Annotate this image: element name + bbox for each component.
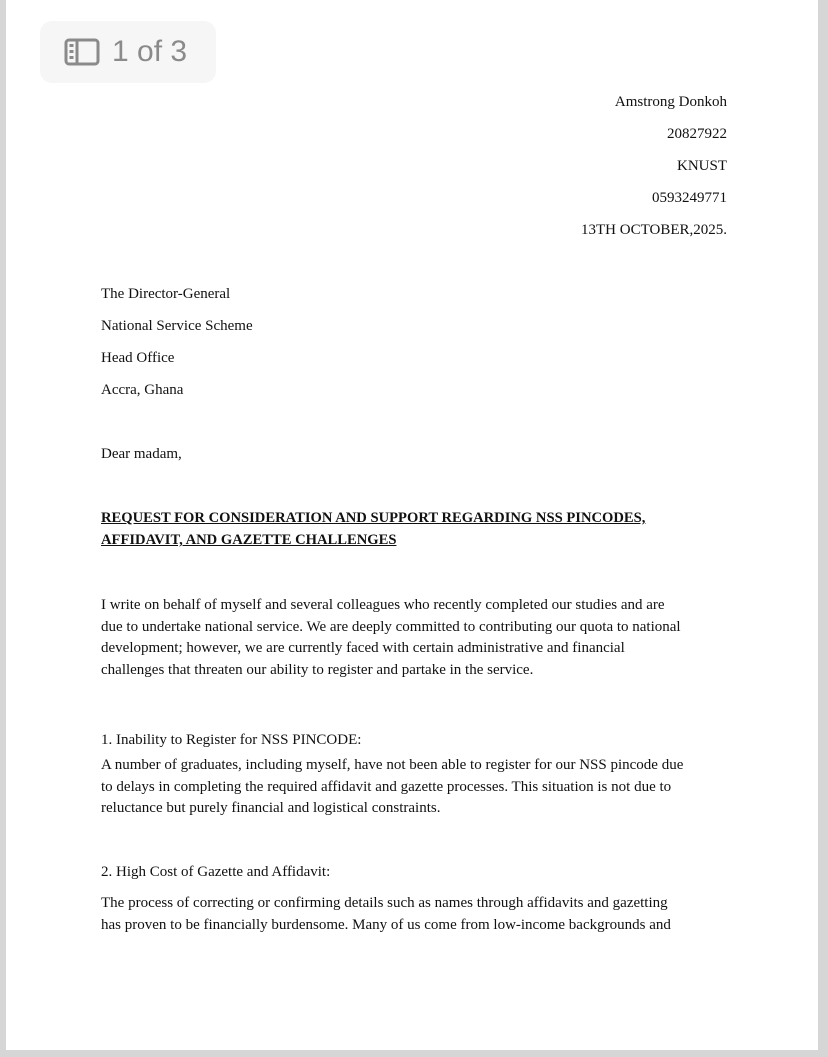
section2-heading: 2. High Cost of Gazette and Affidavit: — [101, 864, 331, 880]
subject-line: AFFIDAVIT, AND GAZETTE CHALLENGES — [101, 532, 397, 548]
recipient-line: The Director-General — [101, 286, 231, 302]
section2-paragraph — [101, 893, 741, 936]
sidebar-toggle-icon — [64, 38, 100, 66]
intro-paragraph — [101, 595, 741, 681]
text-line: development; however, we are currently faced with certain administrative and financial — [101, 640, 625, 656]
subject-line: REQUEST FOR CONSIDERATION AND SUPPORT REGARDING NSS PINCODES, — [101, 510, 646, 526]
sender-id: 20827922 — [667, 126, 727, 142]
salutation: Dear madam, — [101, 446, 182, 462]
letter-date: 13TH OCTOBER,2025. — [581, 222, 727, 238]
text-line: has proven to be financially burdensome. Many of us come from low-income backgrounds and — [101, 916, 671, 933]
section1-paragraph — [101, 755, 741, 820]
page-indicator-button[interactable] — [40, 21, 216, 83]
page-indicator-text: 1 of 3 — [112, 35, 188, 68]
text-line: to delays in completing the required affidavit and gazette processes. This situation is not due to — [101, 778, 672, 795]
sender-name: Amstrong Donkoh — [614, 94, 727, 110]
text-line: reluctance but purely financial and logistical constraints. — [101, 800, 441, 816]
text-line: due to undertake national service. We are deeply committed to contributing our quota to national — [101, 618, 681, 635]
text-line: I write on behalf of myself and several colleagues who recently completed our studies and are — [101, 597, 665, 613]
recipient-line: Accra, Ghana — [101, 382, 184, 398]
recipient-line: Head Office — [101, 350, 175, 366]
text-line: challenges that threaten our ability to register and partake in the service. — [101, 661, 534, 678]
recipient-line: National Service Scheme — [101, 318, 253, 334]
section1-heading: 1. Inability to Register for NSS PINCODE: — [101, 732, 362, 748]
sender-phone: 0593249771 — [652, 190, 727, 206]
text-line: The process of correcting or confirming details such as names through affidavits and gazetting — [101, 895, 668, 911]
sender-institution: KNUST — [676, 158, 727, 174]
text-line: A number of graduates, including myself, have not been able to register for our NSS pincode due — [101, 757, 684, 773]
